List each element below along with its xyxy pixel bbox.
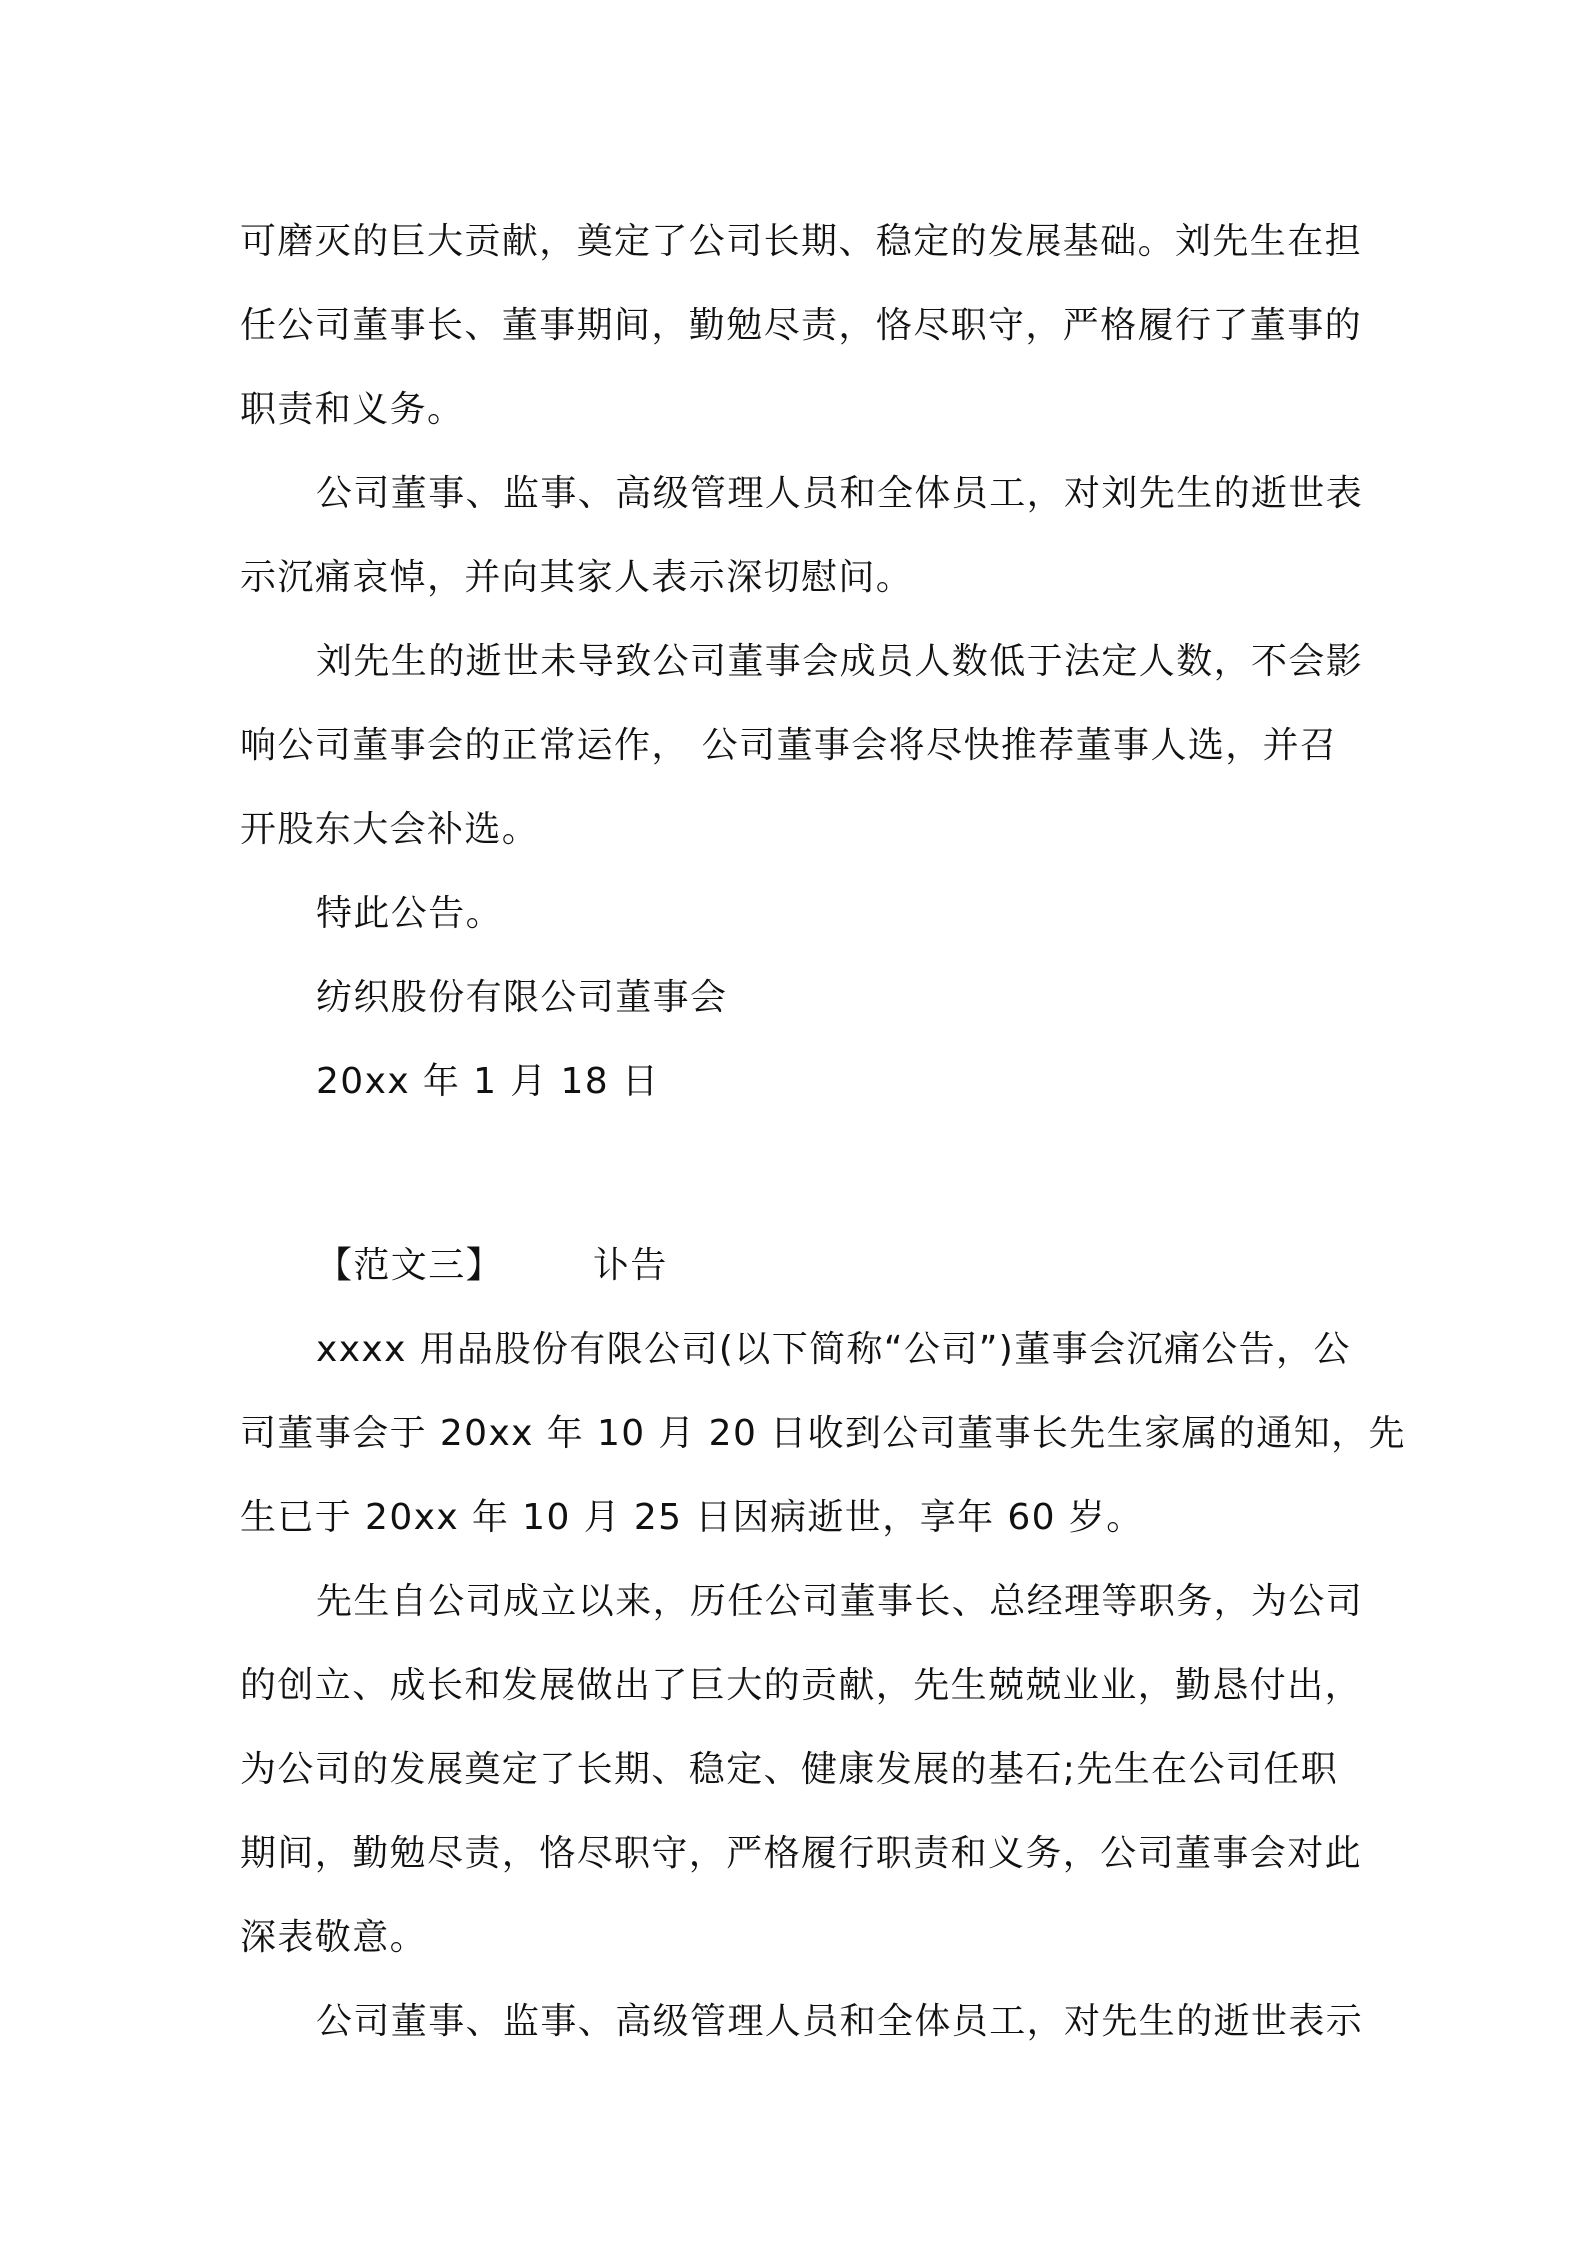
text-line: 的创立、成长和发展做出了巨大的贡献，先生兢兢业业，勤恳付出， xyxy=(240,1665,1363,1706)
text-line: 公司董事、监事、高级管理人员和全体员工，对先生的逝世表示 xyxy=(316,2001,1364,2042)
text-line: 司董事会于 20xx 年 10 月 20 日收到公司董事长先生家属的通知，先 xyxy=(240,1413,1406,1454)
text-line: xxxx 用品股份有限公司(以下简称“公司”)董事会沉痛公告，公 xyxy=(316,1329,1351,1370)
section-heading-label: 【范文三】 xyxy=(316,1245,504,1286)
text-line: 开股东大会补选。 xyxy=(240,809,540,850)
text-line: 为公司的发展奠定了长期、稳定、健康发展的基石;先生在公司任职 xyxy=(240,1749,1339,1790)
document-body xyxy=(240,200,1406,2064)
text-line: 深表敬意。 xyxy=(240,1917,428,1958)
text-line: 可磨灭的巨大贡献，奠定了公司长期、稳定的发展基础。刘先生在担 xyxy=(240,221,1363,262)
text-line: 期间，勤勉尽责，恪尽职守，严格履行职责和义务，公司董事会对此 xyxy=(240,1833,1363,1874)
text-line: 职责和义务。 xyxy=(240,389,465,430)
text-line: 示沉痛哀悼，并向其家人表示深切慰问。 xyxy=(240,557,914,598)
section-heading-title: 讣告 xyxy=(593,1245,668,1286)
date-text: 20xx 年 1 月 18 日 xyxy=(316,1061,660,1102)
text-line: 先生自公司成立以来，历任公司董事长、总经理等职务，为公司 xyxy=(316,1581,1364,1622)
text-line: 响公司董事会的正常运作， 公司董事会将尽快推荐董事人选，并召 xyxy=(240,725,1338,766)
text-line: 任公司董事长、董事期间，勤勉尽责，恪尽职守，严格履行了董事的 xyxy=(240,305,1363,346)
signature-text: 纺织股份有限公司董事会 xyxy=(316,977,728,1018)
text-line: 公司董事、监事、高级管理人员和全体员工，对刘先生的逝世表 xyxy=(316,473,1364,514)
text-line: 生已于 20xx 年 10 月 25 日因病逝世，享年 60 岁。 xyxy=(240,1497,1144,1538)
closing-text: 特此公告。 xyxy=(316,893,504,934)
section-spacer xyxy=(240,1124,1355,1224)
text-line: 刘先生的逝世未导致公司董事会成员人数低于法定人数，不会影 xyxy=(316,641,1364,682)
section-heading xyxy=(240,1224,1355,1308)
